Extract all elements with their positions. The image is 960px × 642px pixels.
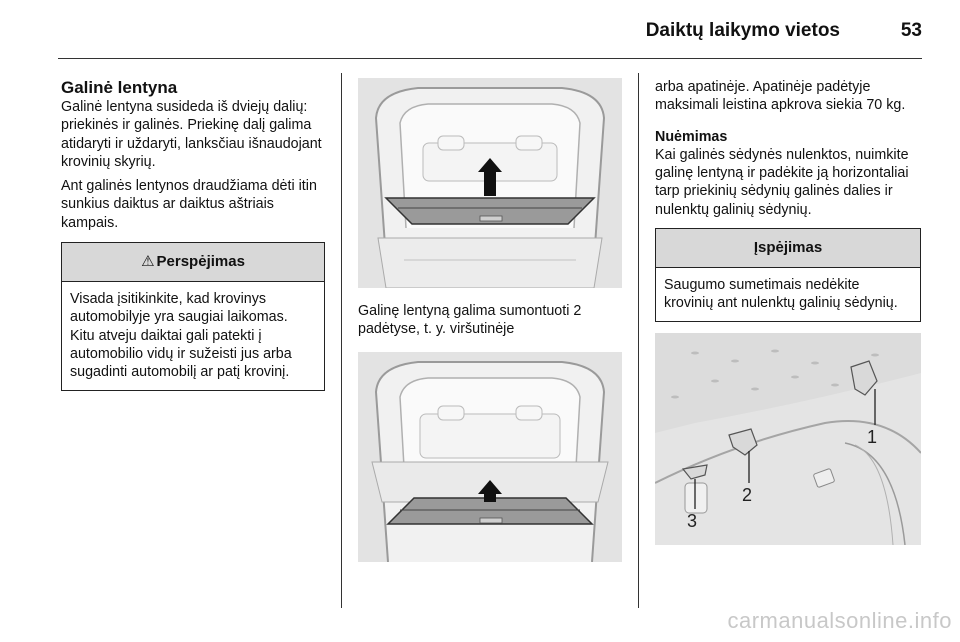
warning-triangle-icon: ⚠ [141,253,155,271]
notice-header: Įspėjimas [656,229,920,268]
cargo-shelf-upper-figure [358,78,622,288]
figure-caption: Galinę lentyną galima sumontuoti 2 padėtyse, t. y. viršutinėje [358,303,582,338]
callout-1: 1 [867,426,878,447]
warning-title: Perspėjimas [156,253,245,271]
warning-box [61,242,325,390]
notice-box [655,228,921,322]
column-3 [655,78,921,545]
removal-subheading: Nuėmimas [655,128,728,145]
callout-2: 2 [742,484,753,505]
load-limit-paragraph: arba apatinėje. Apatinėje padėtyje maksimali leistina apkrova siekia 70 kg. [655,79,906,114]
cargo-shelf-lower-figure [358,352,622,562]
watermark: carmanualsonline.info [727,608,952,633]
callout-3: 3 [687,510,698,531]
column-divider-2 [638,73,639,608]
restriction-paragraph: Ant galinės lentynos draudžiama dėti itin sunkius daiktus ar daiktus aštriais kampais. [61,178,317,231]
header-rule [58,58,922,59]
section-title: Galinė lentyna [61,78,178,97]
page-header-title: Daiktų laikymo vietos [645,20,840,41]
column-divider-1 [341,73,342,608]
warning-body: Visada įsitikinkite, kad krovinys automobilyje yra saugiai laikomas. Kitu atveju daiktai gali patekti į automobilio vidų ir sužeisti jus arba sugadinti automobilį ar patį krovinį. [70,291,292,381]
intro-paragraph: Galinė lentyna susideda iš dviejų dalių: priekinės ir galinės. Priekinę dalį galima atidaryti ir uždaryti, lanksčiau išnaudojant krovinių skyrių. [61,99,322,170]
removal-paragraph: Kai galinės sėdynės nulenktos, nuimkite galinę lentyną ir padėkite ją horizontaliai tarp priekinių sėdynių galinės dalies ir nulenktų galinių sėdynių. [655,146,909,218]
notice-body: Saugumo sumetimais nedėkite krovinių ant nulenktų galinių sėdynių. [664,277,898,312]
page-number: 53 [900,20,922,41]
column-1 [61,78,325,391]
column-2 [358,78,622,562]
shelf-mounting-figure [655,333,921,545]
warning-header [62,243,324,282]
